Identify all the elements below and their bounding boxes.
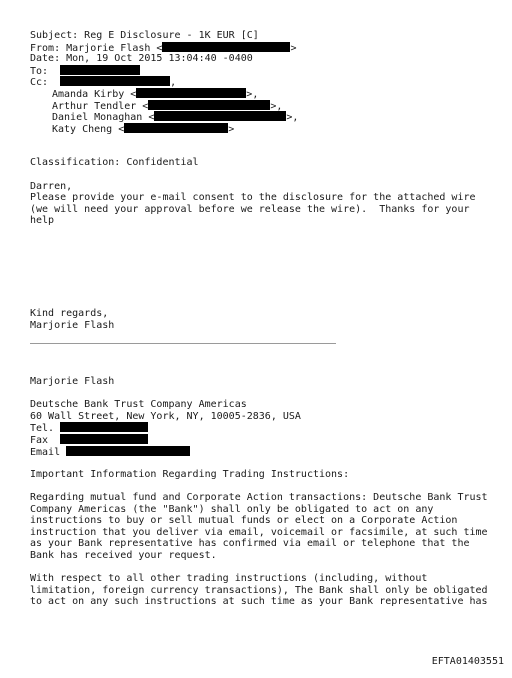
greeting: Darren, — [30, 180, 73, 192]
closing-name: Marjorie Flash — [30, 319, 115, 331]
from-label: From: Marjorie Flash < — [30, 42, 163, 54]
disclaimer-line: as your Bank representative has confirmed via email or telephone that the — [30, 538, 470, 550]
recipient-name: Daniel Monaghan < — [52, 112, 155, 124]
recipient-line — [30, 100, 480, 112]
spacer — [30, 480, 480, 492]
redaction-box — [154, 111, 286, 121]
signature-address: 60 Wall Street, New York, NY, 10005-2836, USA — [30, 410, 301, 422]
fax-label: Fax — [30, 435, 61, 447]
subject-line: Subject: Reg E Disclosure - 1K EUR [C] — [30, 30, 259, 41]
body-paragraph-line: help — [30, 215, 55, 227]
recipient-close: >, — [246, 88, 259, 100]
to-line — [30, 65, 480, 77]
redaction-box — [60, 422, 148, 432]
tel-line — [30, 422, 480, 434]
to-label: To: — [30, 65, 61, 77]
redaction-box — [60, 434, 148, 444]
tel-label: Tel. — [30, 423, 61, 435]
disclaimer-line: limitation, foreign currency transactions), The Bank shall only be obligated — [30, 584, 488, 596]
body-paragraph-line: Please provide your e-mail consent to the disclosure for the attached wire — [30, 192, 476, 204]
disclaimer-line: Bank has received your request. — [30, 550, 217, 561]
classification-label: Classification: Confidential — [30, 157, 199, 169]
redaction-box — [148, 100, 270, 110]
redaction-box — [136, 88, 246, 98]
signature-company: Deutsche Bank Trust Company Americas — [30, 399, 247, 411]
spacer — [30, 457, 480, 469]
spacer — [30, 562, 480, 574]
cc-label: Cc: — [30, 77, 61, 89]
email-label: Email — [30, 446, 67, 458]
recipient-name: Amanda Kirby < — [52, 88, 137, 100]
recipient-line — [30, 111, 480, 123]
date-line: Date: Mon, 19 Oct 2015 13:04:40 -0400 — [30, 53, 253, 65]
redaction-box — [60, 65, 140, 75]
disclaimer-line: Company Americas (the "Bank") shall only be obligated to act on any — [30, 503, 434, 515]
recipient-close: > — [228, 123, 235, 135]
redaction-box — [60, 76, 170, 86]
cc-line — [30, 76, 480, 88]
from-close: > — [290, 42, 297, 54]
redaction-box — [162, 42, 290, 52]
from-line — [30, 42, 480, 54]
spacer — [30, 388, 480, 400]
recipient-close: >, — [286, 112, 299, 124]
recipient-close: >, — [270, 100, 283, 112]
disclaimer-heading: Important Information Regarding Trading Instructions: — [30, 468, 350, 480]
fax-line — [30, 434, 480, 446]
recipient-line — [30, 88, 480, 100]
body-paragraph-line: (we will need your approval before we release the wire). Thanks for your — [30, 203, 470, 215]
spacer — [30, 134, 480, 157]
email-document — [30, 30, 488, 608]
disclaimer-line: With respect to all other trading instructions (including, without — [30, 573, 428, 585]
redaction-box — [66, 446, 190, 456]
disclaimer-line: Regarding mutual fund and Corporate Action transactions: Deutsche Bank Trust — [30, 492, 488, 504]
spacer — [30, 227, 480, 308]
spacer — [30, 169, 480, 181]
cc-comma: , — [170, 77, 177, 89]
signature-divider — [30, 343, 336, 344]
recipient-name: Katy Cheng < — [52, 123, 125, 135]
disclaimer-line: instruction that you deliver via email, voicemail or facsimile, at such time — [30, 526, 488, 538]
closing: Kind regards, — [30, 307, 109, 319]
signature-name: Marjorie Flash — [30, 376, 115, 388]
disclaimer-line: instructions to buy or sell mutual funds or elect on a Corporate Action — [30, 515, 458, 527]
redaction-box — [124, 123, 228, 133]
recipient-name: Arthur Tendler < — [52, 100, 149, 112]
disclaimer-line: to act on any such instructions at such time as your Bank representative has — [30, 596, 488, 608]
document-id: EFTA01403551 — [431, 656, 504, 668]
recipient-line — [30, 123, 480, 135]
email-line — [30, 446, 480, 458]
